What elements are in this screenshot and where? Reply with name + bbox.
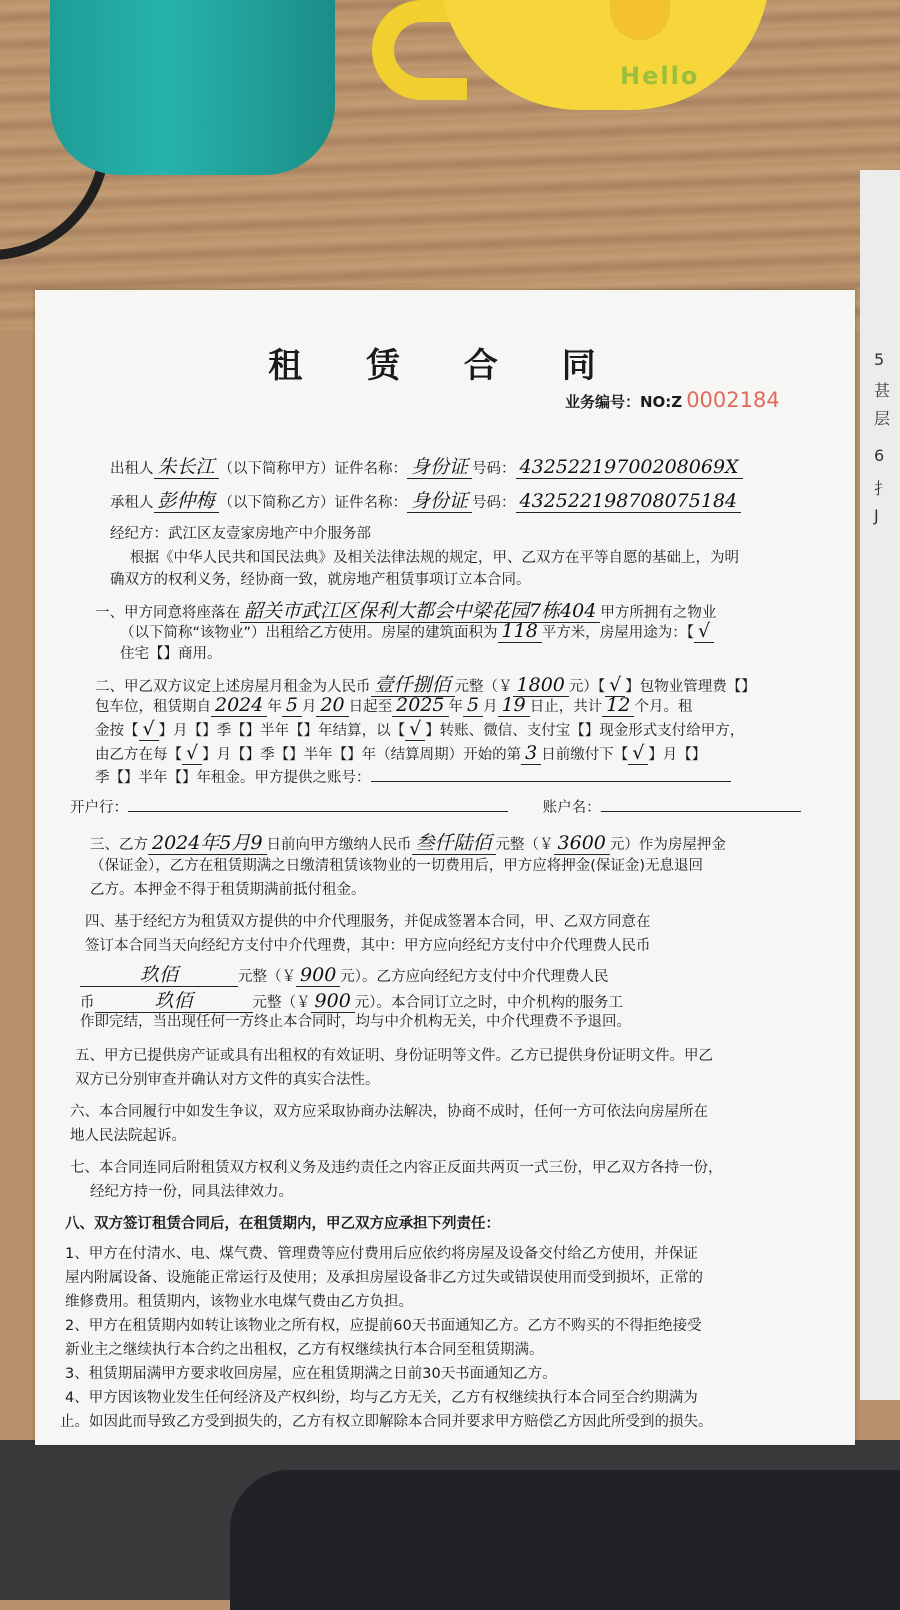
side-char: J [874, 506, 879, 525]
start-year: 2024 [211, 694, 267, 717]
s2-text: 季【】半年【】年租金。甲方提供之账号： [95, 770, 371, 786]
lessee-id-no: 432522198708075184 [516, 490, 742, 513]
side-char: 6 [874, 446, 885, 465]
dark-fabric [230, 1470, 900, 1610]
section-2-line [95, 718, 744, 740]
monthly-rent-cn: 壹仟捌佰 [371, 674, 455, 697]
business-number [565, 388, 780, 412]
account-name-blank [601, 811, 801, 812]
residential-check: √ [694, 620, 714, 643]
section-3-line: （保证金），乙方在租赁期满之日缴清租赁该物业的一切费用后，甲方应将押金(保证金)无息退回 [90, 858, 704, 874]
section-8-line: 1、甲方在付清水、电、煤气费、管理费等应付费用后应依约将房屋及设备交付给乙方使用，并保证 [65, 1246, 698, 1262]
side-char: 扌 [874, 479, 891, 498]
lessor-line [110, 452, 743, 479]
lessor-id-type: 身份证 [407, 456, 472, 479]
section-2-line [95, 766, 731, 787]
s2-text: 由乙方在每【 [95, 747, 182, 763]
bank-line [70, 796, 801, 817]
s2-text: 年 [448, 699, 463, 715]
s2-text: 月 [483, 699, 498, 715]
section-2-line [95, 670, 756, 697]
property-address: 韶关市武江区保利大都会中梁花园7栋404 [240, 600, 600, 623]
section-6-line: 地人民法院起诉。 [70, 1128, 186, 1144]
payment-day: 3 [521, 742, 541, 765]
lessor-label: 出租人 [110, 461, 154, 477]
end-month: 5 [463, 694, 483, 717]
s2-text: 年 [267, 699, 282, 715]
s1-text: （以下简称“该物业”）出租给乙方使用。房屋的建筑面积为 [120, 625, 498, 641]
teal-cup [50, 0, 335, 175]
start-month: 5 [282, 694, 302, 717]
lessee-label: 承租人 [110, 495, 154, 511]
s3-text: 元整（￥ [495, 837, 554, 853]
section-8-heading: 八、双方签订租赁合同后，在租赁期内，甲乙双方应承担下列责任： [65, 1216, 500, 1232]
section-1-line [120, 620, 714, 642]
s2-text: 元）【 [568, 679, 606, 695]
s2-text: 包车位，租赁期自 [95, 699, 211, 715]
intro-line: 根据《中华人民共和国民法典》及相关法律法规的规定，甲、乙双方在平等自愿的基础上，为明 [130, 550, 739, 566]
s2-text: 】月【】季【】半年【】年结算，以【 [158, 723, 406, 739]
monthly-rent: 1800 [513, 674, 569, 697]
section-5-line: 五、甲方已提供房产证或具有出租权的有效证明、身份证明等文件。乙方已提供身份证明文件。甲乙 [75, 1048, 713, 1064]
lessee-id-label: 号码： [472, 495, 516, 511]
s2-text: 金按【 [95, 723, 139, 739]
end-year: 2025 [392, 694, 448, 717]
s2-text: 日止，共计 [529, 699, 603, 715]
s1-text: 一、甲方同意将座落在 [95, 605, 240, 621]
s2-text: 】转账、微信、支付宝【】现金形式支付给甲方， [425, 723, 745, 739]
lessor-name: 朱长江 [154, 456, 219, 479]
section-4-line: 作即完结，当出现任何一方终止本合同时，均与中介机构无关，中介代理费不予退回。 [80, 1014, 631, 1030]
agent-line: 经纪方：武江区友壹家房地产中介服务部 [110, 526, 371, 542]
section-8-line: 3、租赁期届满甲方要求收回房屋，应在租赁期满之日前30天书面通知乙方。 [65, 1366, 557, 1382]
period-check: √ [182, 742, 202, 765]
section-6-line: 六、本合同履行中如发生争议，双方应采取协商办法解决，协商不成时，任何一方可依法向房屋所在 [70, 1104, 708, 1120]
s3-text: 日前向甲方缴纳人民币 [266, 837, 412, 853]
monthly-check: √ [139, 718, 159, 741]
end-day: 19 [498, 694, 530, 717]
section-4-line [80, 986, 623, 1013]
s3-text: 三、乙方 [90, 837, 148, 853]
property-fee-check: √ [605, 674, 625, 697]
mug-text: Hello [620, 62, 700, 90]
s2-text: 二、甲乙双方议定上述房屋月租金为人民币 [95, 679, 371, 695]
building-area: 118 [498, 620, 542, 643]
section-5-line: 双方已分别审查并确认对方文件的真实合法性。 [75, 1072, 380, 1088]
lessee-suffix: （以下简称乙方）证件名称： [218, 495, 408, 511]
s1-text: 平方米，房屋用途为：【 [541, 625, 695, 641]
section-8-line: 止。如因此而导致乙方受到损失的，乙方有权立即解除本合同并要求甲方赔偿乙方因此所受到的损失。 [60, 1414, 713, 1430]
s2-text: 日前缴付下【 [541, 747, 629, 763]
side-char: 5 [874, 350, 885, 369]
business-number-label: 业务编号：NO:Z [565, 393, 683, 411]
section-1-line [95, 596, 716, 623]
start-day: 20 [316, 694, 348, 717]
lessor-agency-fee-cn: 玖佰 [80, 964, 238, 987]
section-4-line: 四、基于经纪方为租赁双方提供的中介代理服务，并促成签署本合同，甲、乙双方同意在 [85, 914, 651, 930]
account-blank [371, 781, 731, 782]
s2-text: 】月【】季【】半年【】年（结算周期）开始的第 [202, 747, 522, 763]
s3-text: 元）作为房屋押金 [609, 837, 726, 853]
s2-text: 个月。租 [634, 699, 693, 715]
lease-months: 12 [602, 694, 634, 717]
section-2-line [95, 742, 706, 764]
section-2-line [95, 694, 692, 716]
document-title: 租 赁 合 同 [268, 346, 622, 386]
transfer-check: √ [405, 718, 425, 741]
s4-text: 元）。本合同订立之时，中介机构的服务工 [354, 995, 624, 1011]
section-8-line: 2、甲方在租赁期内如转让该物业之所有权，应提前60天书面通知乙方。乙方不购买的不得拒绝接受 [65, 1318, 702, 1334]
lessor-agency-fee: 900 [296, 964, 340, 987]
deposit-cn: 叁仟陆佰 [412, 832, 496, 855]
business-number-value: 0002184 [686, 388, 780, 412]
intro-line: 确双方的权利义务，经协商一致，就房地产租赁事项订立本合同。 [110, 572, 531, 588]
section-4-line: 签订本合同当天向经纪方支付中介代理费，其中：甲方应向经纪方支付中介代理费人民币 [85, 938, 651, 954]
side-char: 层 [874, 409, 891, 428]
lessee-line [110, 486, 741, 513]
lessor-id-no: 43252219700208069X [516, 456, 743, 479]
deposit-amount: 3600 [554, 832, 610, 855]
section-7-line: 经纪方持一份，同具法律效力。 [90, 1184, 293, 1200]
lessee-id-type: 身份证 [407, 490, 472, 513]
s4-text: 币 [80, 995, 95, 1011]
section-8-line: 屋内附属设备、设施能正常运行及使用；及承担房屋设备非乙方过失或错误使用而受到损坏，正常的 [65, 1270, 703, 1286]
section-3-line [90, 828, 726, 855]
s1-text: 甲方所拥有之物业 [600, 605, 717, 621]
bank-label: 开户行： [70, 800, 128, 816]
section-8-line: 4、甲方因该物业发生任何经济及产权纠纷，均与乙方无关，乙方有权继续执行本合同至合约期满为 [65, 1390, 698, 1406]
s4-text: 元整（￥ [238, 969, 297, 985]
lessor-id-label: 号码： [472, 461, 516, 477]
s4-text: 元）。乙方应向经纪方支付中介代理费人民 [340, 969, 609, 985]
lessor-suffix: （以下简称甲方）证件名称： [218, 461, 408, 477]
s4-text: 元整（￥ [252, 995, 311, 1011]
lessee-agency-fee-cn: 玖佰 [95, 990, 253, 1013]
section-1-line: 住宅【】商用。 [120, 646, 222, 662]
side-char: 甚 [874, 381, 891, 400]
s2-text: 】包物业管理费【】 [625, 679, 756, 695]
section-7-line: 七、本合同连同后附租赁双方权利义务及违约责任之内容正反面共两页一式三份，甲乙双方各持一份， [70, 1160, 723, 1176]
s2-text: 月 [301, 699, 317, 715]
s2-text: 元整（￥ [454, 679, 513, 695]
s2-text: 】月【】 [648, 747, 707, 763]
section-8-line: 新业主之继续执行本合约之出租权，乙方有权继续执行本合同至租赁期满。 [65, 1342, 544, 1358]
section-3-line: 乙方。本押金不得于租赁期满前抵付租金。 [90, 882, 366, 898]
bank-blank [128, 811, 508, 812]
section-8-line: 维修费用。租赁期内，该物业水电煤气费由乙方负担。 [65, 1294, 413, 1310]
account-name-label: 账户名： [542, 800, 601, 816]
deposit-date: 2024年5月9 [148, 832, 267, 855]
adjacent-paper [860, 170, 900, 1400]
section-4-line [80, 960, 609, 987]
s2-text: 日起至 [348, 699, 393, 715]
lessee-agency-fee: 900 [311, 990, 355, 1013]
lessee-name: 彭仲梅 [154, 490, 219, 513]
next-period-check: √ [628, 742, 648, 765]
contract-document [35, 290, 855, 1445]
